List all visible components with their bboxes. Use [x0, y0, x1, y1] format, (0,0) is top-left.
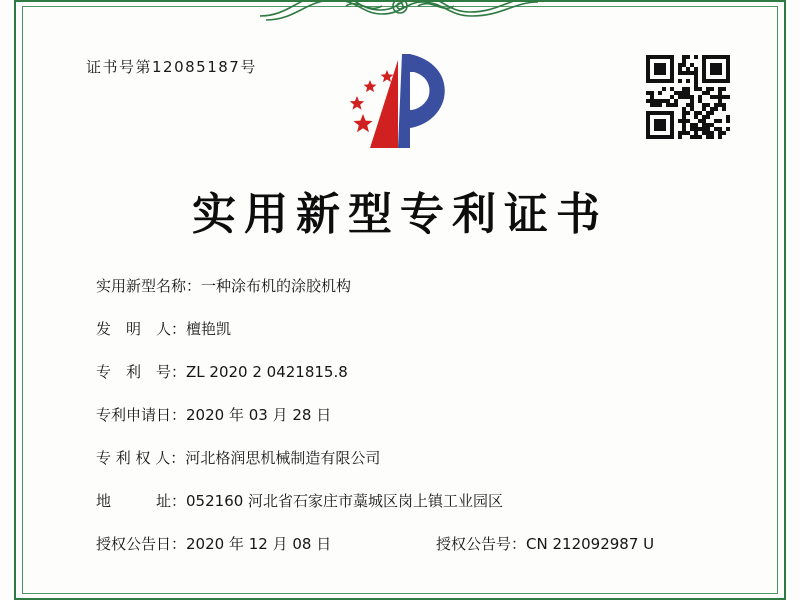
field-inventor: [96, 318, 740, 339]
ornament-scroll-top: [250, 0, 550, 22]
field-value: 一种涂布机的涂胶机构: [201, 277, 352, 295]
field-value: CN 212092987 U: [526, 535, 655, 553]
field-label: 发 明 人：: [96, 320, 187, 338]
field-patentee: [96, 447, 740, 468]
field-value: 2020 年 12 月 08 日: [186, 535, 332, 553]
field-label: 专利申请日：: [96, 406, 187, 424]
field-value: 河北格润思机械制造有限公司: [185, 449, 381, 467]
field-value: 2020 年 03 月 28 日: [186, 406, 332, 424]
field-application-date: [96, 404, 740, 425]
qr-code: [646, 55, 730, 139]
certificate-fields: [96, 275, 740, 554]
field-label: 专 利 权 人：: [96, 449, 186, 467]
field-value: 檀艳凯: [186, 320, 232, 338]
field-grant-date: [96, 533, 436, 554]
field-label: 专 利 号：: [96, 363, 187, 381]
page-title: 实用新型专利证书: [192, 189, 608, 240]
qr-code-grid: [646, 55, 730, 139]
certificate-number: 证书号第12085187号: [86, 58, 257, 76]
field-patent-number: [96, 361, 740, 382]
field-utility-model-name: [96, 275, 740, 296]
field-value: ZL 2020 2 0421815.8: [186, 363, 348, 381]
field-label: 授权公告日：: [96, 535, 187, 553]
field-grant-row: [96, 533, 740, 554]
patent-emblem-icon: [340, 50, 470, 160]
field-grant-number: [436, 533, 654, 554]
field-value: 052160 河北省石家庄市藁城区岗上镇工业园区: [186, 492, 504, 510]
field-label: 地 址：: [96, 492, 187, 510]
field-address: [96, 490, 740, 511]
field-label: 实用新型名称：: [96, 277, 202, 295]
field-label: 授权公告号：: [436, 535, 527, 553]
